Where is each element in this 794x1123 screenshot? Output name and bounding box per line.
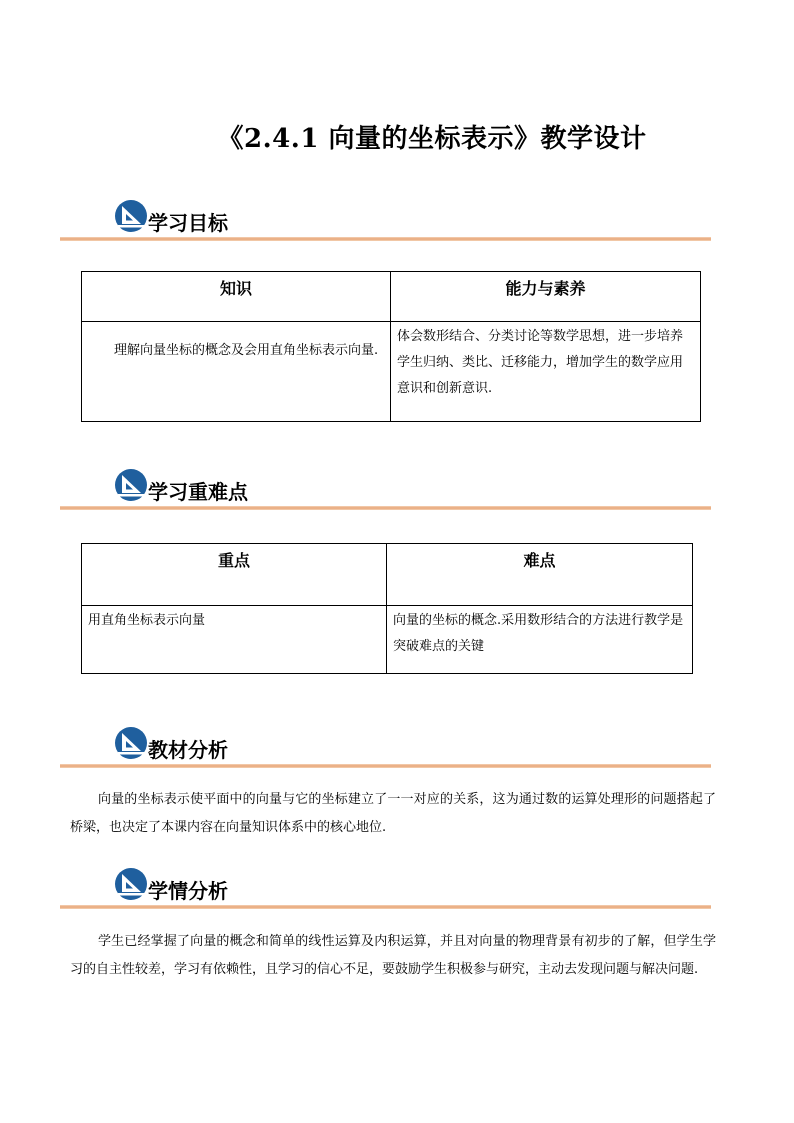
key-points-focus-cell: 用直角坐标表示向量 bbox=[82, 606, 387, 674]
student-analysis-text: 学生已经掌握了向量的概念和简单的线性运算及内积运算，并且对向量的物理背景有初步的了解，但学生学习的自主性较差，学习有依赖性，且学习的信心不足，要鼓励学生积极参与研究，主动去发现问题与解决问题. bbox=[70, 934, 716, 977]
section-header-key-points bbox=[60, 466, 711, 510]
textbook-analysis-text: 向量的坐标表示使平面中的向量与它的坐标建立了一一对应的关系，这为通过数的运算处理形的问题搭起了桥梁，也决定了本课内容在向量知识体系中的核心地位. bbox=[70, 792, 716, 835]
goals-header-ability: 能力与素养 bbox=[391, 272, 701, 322]
section-header-textbook bbox=[60, 724, 711, 768]
section-divider bbox=[60, 506, 711, 510]
section-divider bbox=[60, 237, 711, 241]
key-points-header-focus: 重点 bbox=[82, 544, 387, 606]
goals-header-knowledge: 知识 bbox=[82, 272, 391, 322]
section-title: 学习目标 bbox=[148, 211, 228, 235]
set-square-icon bbox=[114, 468, 148, 502]
set-square-icon bbox=[114, 867, 148, 901]
set-square-icon bbox=[114, 199, 148, 233]
set-square-icon bbox=[114, 726, 148, 760]
goals-knowledge-cell: 理解向量坐标的概念及会用直角坐标表示向量. bbox=[82, 322, 391, 422]
section-header-students bbox=[60, 865, 711, 909]
section-title: 教材分析 bbox=[148, 738, 228, 762]
section-title: 学情分析 bbox=[148, 879, 228, 903]
key-points-header-difficulty: 难点 bbox=[387, 544, 693, 606]
section-divider bbox=[60, 905, 711, 909]
section-divider bbox=[60, 764, 711, 768]
goals-ability-cell: 体会数形结合、分类讨论等数学思想，进一步培养学生归纳、类比、迁移能力，增加学生的数学应用意识和创新意识. bbox=[391, 322, 701, 422]
section-title: 学习重难点 bbox=[148, 480, 248, 504]
section-header-goals bbox=[60, 197, 711, 241]
goals-table bbox=[81, 271, 701, 422]
key-points-difficulty-cell: 向量的坐标的概念.采用数形结合的方法进行教学是突破难点的关键 bbox=[387, 606, 693, 674]
key-points-table bbox=[81, 543, 693, 674]
document-title: 《2.4.1 向量的坐标表示》教学设计 bbox=[217, 124, 647, 154]
